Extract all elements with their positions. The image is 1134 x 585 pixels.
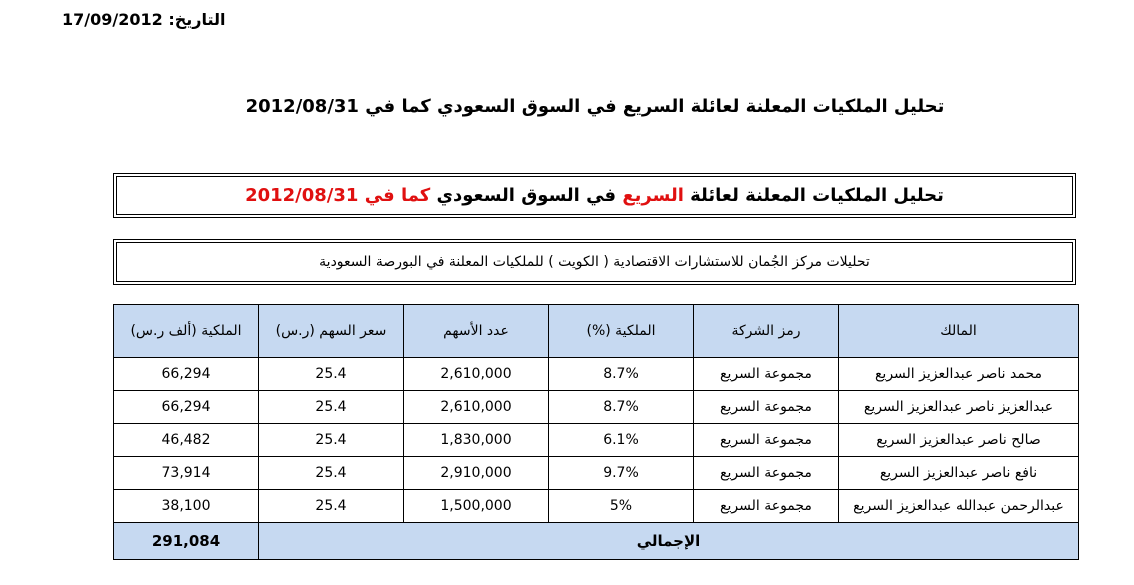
total-value: 291,084: [114, 523, 258, 559]
header-owner: المالك: [839, 305, 1078, 357]
report-date: [62, 10, 226, 29]
cell-pct: 8.7%: [549, 358, 693, 390]
cell-owner: محمد ناصر عبدالعزيز السريع: [839, 358, 1078, 390]
cell-shares: 2,610,000: [404, 358, 548, 390]
cell-owner: نافع ناصر عبدالعزيز السريع: [839, 457, 1078, 489]
date-value: 17/09/2012: [62, 10, 163, 29]
header-value-sar: الملكية (ألف ر.س): [114, 305, 258, 357]
title-box-text: [245, 185, 944, 206]
cell-value: 66,294: [114, 391, 258, 423]
cell-company: مجموعة السريع: [694, 358, 838, 390]
cell-value: 38,100: [114, 490, 258, 522]
header-company-code: رمز الشركة: [694, 305, 838, 357]
cell-owner: عبدالرحمن عبدالله عبدالعزيز السريع: [839, 490, 1078, 522]
date-label: التاريخ:: [168, 10, 226, 29]
cell-owner: عبدالعزيز ناصر عبدالعزيز السريع: [839, 391, 1078, 423]
cell-shares: 1,500,000: [404, 490, 548, 522]
table-row: [114, 358, 1078, 390]
cell-pct: 5%: [549, 490, 693, 522]
subtitle-text: تحليلات مركز الجُمان للاستشارات الاقتصادية ( الكويت ) للملكيات المعلنة في البورصة السعودية: [319, 254, 870, 270]
cell-price: 25.4: [259, 358, 403, 390]
total-label: الإجمالي: [259, 523, 1078, 559]
table-total-row: [114, 523, 1078, 559]
title-date: كما في 2012/08/31: [245, 185, 431, 206]
table-header-row: [114, 305, 1078, 357]
cell-price: 25.4: [259, 490, 403, 522]
title-part-1: تحليل الملكيات المعلنة لعائلة: [683, 185, 944, 206]
header-shares-count: عدد الأسهم: [404, 305, 548, 357]
cell-price: 25.4: [259, 424, 403, 456]
header-share-price: سعر السهم (ر.س): [259, 305, 403, 357]
title-box: [113, 173, 1076, 218]
cell-price: 25.4: [259, 391, 403, 423]
table-row: [114, 490, 1078, 522]
table-row: [114, 391, 1078, 423]
cell-shares: 1,830,000: [404, 424, 548, 456]
cell-owner: صالح ناصر عبدالعزيز السريع: [839, 424, 1078, 456]
subtitle-box: [113, 239, 1076, 285]
cell-price: 25.4: [259, 457, 403, 489]
cell-value: 66,294: [114, 358, 258, 390]
header-ownership-pct: الملكية (%): [549, 305, 693, 357]
cell-pct: 6.1%: [549, 424, 693, 456]
ownership-table: [113, 304, 1079, 560]
cell-shares: 2,610,000: [404, 391, 548, 423]
title-part-3: في السوق السعودي: [430, 185, 623, 206]
cell-company: مجموعة السريع: [694, 424, 838, 456]
cell-pct: 8.7%: [549, 391, 693, 423]
page-title: تحليل الملكيات المعلنة لعائلة السريع في السوق السعودي كما في 2012/08/31: [245, 96, 945, 117]
cell-value: 46,482: [114, 424, 258, 456]
cell-pct: 9.7%: [549, 457, 693, 489]
table-row: [114, 457, 1078, 489]
cell-value: 73,914: [114, 457, 258, 489]
cell-company: مجموعة السريع: [694, 391, 838, 423]
title-family-name: السريع: [622, 185, 684, 206]
table-row: [114, 424, 1078, 456]
cell-company: مجموعة السريع: [694, 490, 838, 522]
cell-company: مجموعة السريع: [694, 457, 838, 489]
cell-shares: 2,910,000: [404, 457, 548, 489]
